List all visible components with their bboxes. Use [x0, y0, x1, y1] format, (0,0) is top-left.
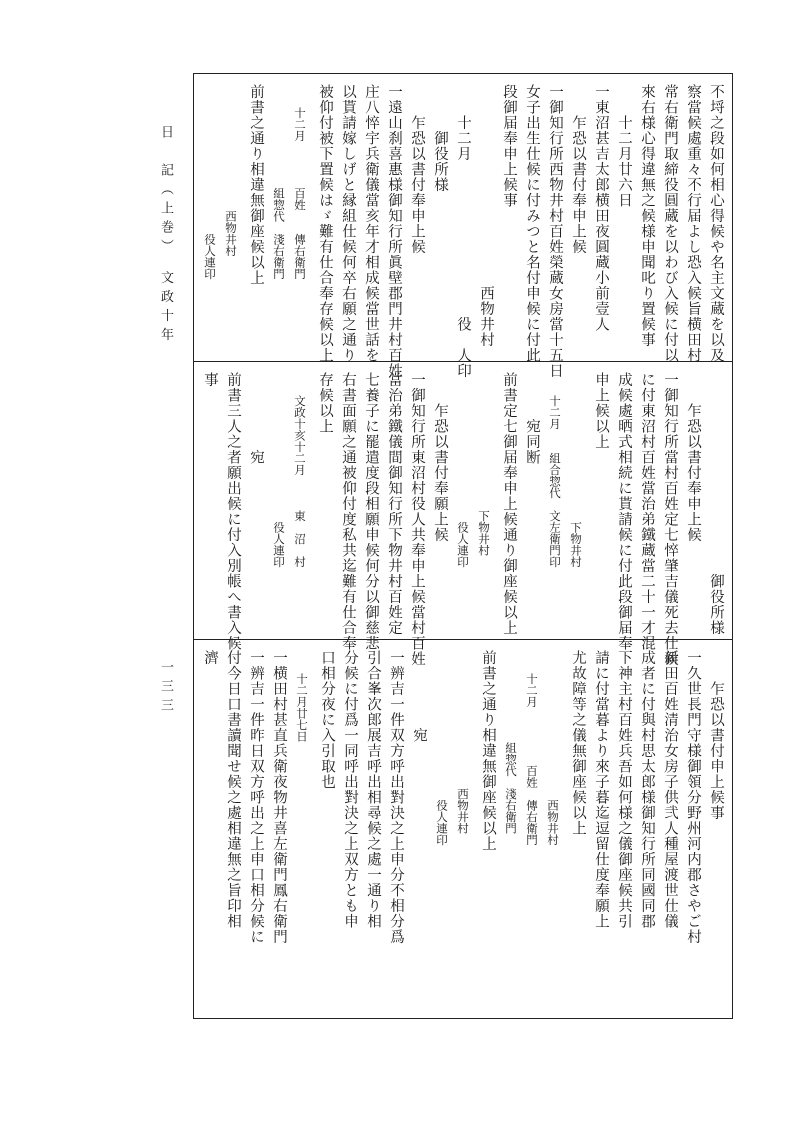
page-number: 一三三 — [158, 660, 173, 717]
column: 十二月廿六日 — [616, 84, 632, 208]
column: 西物井村 — [546, 650, 560, 846]
column: 前書之通り相違無御座候以上 — [248, 84, 264, 286]
column: 西物井村 — [478, 84, 494, 348]
column: 一御知行所當村百姓定七悴肇吉儀死去仕候 — [662, 372, 678, 667]
column: 被仰付被下置候はゞ難有仕合奉存候以上 — [317, 84, 333, 363]
column: に付東沼村百姓當治弟鐵蔵當二十一才混 — [639, 372, 655, 651]
column: 一横田村甚直兵衛夜物井喜左衛門鳳右衛門 — [271, 650, 287, 945]
column: 右書面願之通被仰付度私共迄難有仕合奉 — [340, 372, 356, 651]
column: 乍恐以書付奉申上候 — [409, 84, 425, 255]
column: 乍恐以書付奉申上候 — [685, 372, 701, 543]
column: 十二月廿七日 — [295, 650, 309, 742]
column: 役人連印 — [203, 84, 217, 280]
column: 組惣代 淺右衛門 — [504, 650, 518, 834]
column: 當治弟鐵儀間御知行所下物井村百姓定 — [386, 372, 402, 636]
column: 一遠山刹喜惠様御知行所眞壁郡門井村百姓 — [386, 84, 402, 379]
column: 十二月 組合惣代 文左衛門印 — [548, 372, 562, 568]
column: 一東沼甚吉太郎横田夜圓蔵小前壹人 — [593, 84, 609, 332]
column: 引合峯次郎展吉呼出相尋候之處一通り相 — [365, 650, 381, 929]
column: 濟 — [202, 650, 218, 666]
column: 乍恐以書付奉願上候 — [432, 372, 448, 543]
column: 一辨吉一件双方呼出對決之上申分不相分爲 — [388, 650, 404, 945]
column: 分候に付爲一同呼出對決之上双方とも申 — [342, 650, 358, 929]
column: 新田百姓清治女房子供弐人種屋渡世仕儀 — [662, 650, 678, 929]
column: 不埒之段如何相心得候や名主文蔵を以及 — [708, 84, 724, 363]
column: 來右様心得違無之候様申聞叱り置候事 — [639, 84, 655, 348]
column: 常右衛門取締役圓蔵を以わび入候に付以 — [662, 84, 678, 363]
column: 役人連印 — [272, 372, 286, 568]
column: 組惣代 淺右衛門 — [272, 84, 286, 280]
column: 宛同断 — [524, 372, 540, 465]
column: 乍恐以書付申上候事 — [708, 650, 724, 821]
column: 下物井村 — [477, 372, 491, 556]
column: 御役所様 — [708, 372, 724, 636]
column: 宛 — [248, 372, 264, 465]
column: 十二月 百姓 傳右衛門 — [525, 650, 539, 846]
column: 西物井村 — [456, 650, 470, 834]
column: 宛 — [411, 650, 427, 743]
column: 成者に付與村思太郎様御知行所同國同郡 — [639, 650, 655, 929]
column: 役人連印 — [456, 372, 470, 568]
column: 役人連印 — [435, 650, 449, 846]
column: 尤故障等之儀無御座候以上 — [570, 650, 586, 836]
column: 十二月 百姓 傳右衛門 — [293, 84, 307, 280]
column: 十二月 役 人印 — [455, 84, 471, 379]
column: 前書三人之者願出候に付入別帳へ書入候 — [225, 372, 241, 651]
column: 段御届奉申上候事 — [501, 84, 517, 208]
column: 付今日口書讀聞せ候之處相違無之旨印相 — [225, 650, 241, 929]
column: 以貰請嫁しげと縁組仕候何卒右願之通り — [340, 84, 356, 363]
column: 察當候處重々不行届よし恐入候旨横田村 — [685, 84, 701, 363]
running-title: 日 記（上巻） 文政十年 — [158, 125, 173, 347]
column: 御役所様 — [432, 84, 448, 193]
column: 西物井村 — [224, 84, 238, 257]
column: 庄八悴宇兵衛儀當亥年才相成候當世話を — [363, 84, 379, 363]
column: 申上候以上 — [593, 372, 609, 450]
column: 七養子に罷遣度段相願申候何分以御慈悲 — [363, 372, 379, 651]
column: 請に付當暮より來子暮迄逗留仕度奉願上 — [593, 650, 609, 929]
column: 一久世長門守様御領分野州河内郡さやご村 — [685, 650, 701, 945]
column: 一御知行所東沼村役人共奉申上候當村百姓 — [409, 372, 425, 667]
column: 前書之通り相違無御座候以上 — [480, 650, 496, 852]
column: 口相分夜に入引取也 — [319, 650, 335, 790]
column: 事 — [202, 372, 218, 388]
column: 成候處晒式相続に貰請候に付此段御届奉 — [616, 372, 632, 651]
column: 乍恐以書付奉申上候 — [570, 84, 586, 255]
column: 存候以上 — [317, 372, 333, 434]
column: 一辨吉一件昨日双方呼出之上申口相分候に — [248, 650, 264, 945]
column: 文政十亥十二月 東 沼 村 — [293, 372, 307, 568]
column: 下神主村百姓兵吾如何様之儀御座候共引 — [616, 650, 632, 929]
column: 女子出生仕候に付みつと名付申候に付此 — [524, 84, 540, 363]
column: 一御知行所西物井村百姓榮蔵女房當十五日 — [547, 84, 563, 379]
column: 前書定七御届奉申上候通り御座候以上 — [501, 372, 517, 636]
column: 下物井村 — [569, 372, 583, 568]
